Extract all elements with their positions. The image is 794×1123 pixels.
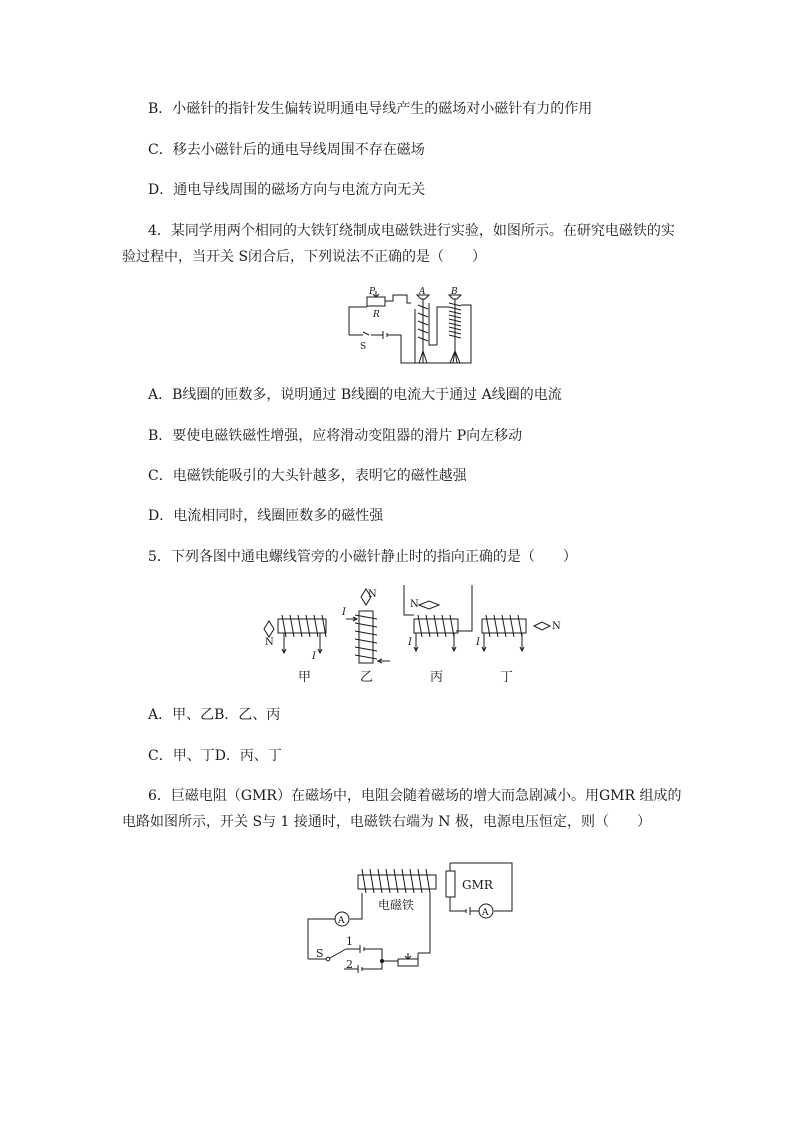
q5-caption-bing: 丙: [430, 670, 444, 685]
q4-option-d: D．电流相同时，线圈匝数多的磁性强: [148, 508, 384, 524]
q4-label-a: A: [419, 287, 426, 297]
q6-label-s: S: [316, 947, 324, 960]
q3-option-d: D．通电导线周围的磁场方向与电流方向无关: [148, 182, 426, 198]
q6-circuit-figure: [302, 857, 517, 985]
q4-circuit-figure: [345, 285, 485, 367]
q4-label-s: S: [360, 342, 367, 352]
q6-label-2: 2: [346, 958, 353, 971]
q4-label-r: R: [373, 310, 380, 320]
q3-option-b: B．小磁针的指针发生偏转说明通电导线产生的磁场对小磁针有力的作用: [148, 101, 593, 117]
q4-option-b: B．要使电磁铁磁性增强，应将滑动变阻器的滑片 P向左移动: [148, 428, 523, 444]
q4-stem-line1: 4．某同学用两个相同的大铁钉绕制成电磁铁进行实验，如图所示。在研究电磁铁的实: [148, 223, 675, 239]
q5-caption-jia: 甲: [298, 670, 312, 685]
q5-figures: [262, 585, 572, 685]
q5-fig-bing: [404, 585, 472, 651]
q5-yi-n: N: [368, 589, 377, 600]
q4-option-c: C．电磁铁能吸引的大头针越多，表明它的磁性越强: [148, 468, 467, 484]
q5-options-line2: C．甲、丁D．丙、丁: [148, 748, 282, 764]
q4-label-p: P: [369, 287, 376, 297]
q5-caption-ding: 丁: [500, 670, 514, 685]
q5-fig-yi: [346, 589, 390, 663]
q6-label-gmr: GMR: [462, 878, 493, 892]
q4-option-a: A．B线圈的匝数多，说明通过 B线圈的电流大于通过 A线圈的电流: [148, 387, 562, 403]
q5-jia-n: N: [265, 637, 274, 648]
q5-ding-i: I: [476, 637, 480, 648]
q5-options-line1: A．甲、乙B．乙、丙: [148, 707, 281, 723]
q4-stem-line2: 验过程中，当开关 S闭合后，下列说法不正确的是（ ）: [122, 249, 487, 265]
q5-jia-i: I: [312, 651, 316, 662]
q6-ammeter-left: A: [338, 916, 345, 926]
q5-bing-n: N: [410, 599, 419, 610]
q5-ding-n: N: [552, 621, 561, 632]
q4-label-b: B: [451, 287, 458, 297]
q6-ammeter-right: A: [482, 908, 489, 918]
q5-caption-yi: 乙: [360, 670, 374, 685]
q6-stem-line1: 6．巨磁电阻（GMR）在磁场中，电阻会随着磁场的增大而急剧减小。用GMR 组成的: [148, 788, 682, 804]
q3-option-c: C．移去小磁针后的通电导线周围不存在磁场: [148, 142, 425, 158]
q5-fig-ding: [482, 615, 550, 651]
q6-label-1: 1: [346, 935, 353, 948]
q5-stem: 5．下列各图中通电螺线管旁的小磁针静止时的指向正确的是（ ）: [148, 549, 577, 565]
q6-label-electromagnet: 电磁铁: [378, 898, 415, 912]
q5-yi-i: I: [342, 607, 346, 618]
q5-bing-i: I: [408, 637, 412, 648]
q6-stem-line2: 电路如图所示，开关 S与 1 接通时，电磁铁右端为 N 极，电源电压恒定，则（ ）: [122, 814, 651, 830]
